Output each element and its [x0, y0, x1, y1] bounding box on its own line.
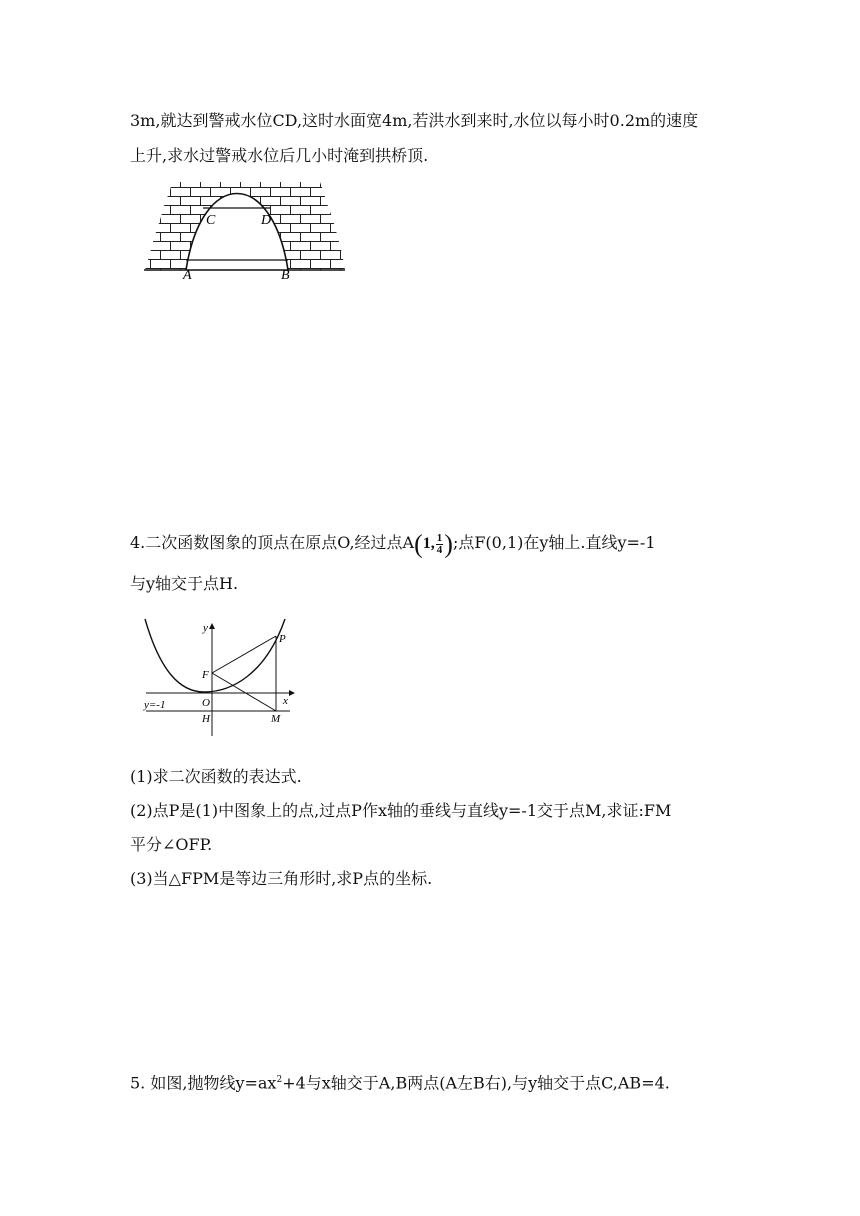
label-y-axis: y [203, 622, 208, 634]
q4-intro-line1 [130, 529, 656, 559]
q4-intro-part1: 4.二次函数图象的顶点在原点O,经过点A [130, 533, 415, 553]
q4-sub1: (1)求二次函数的表达式. [130, 767, 302, 786]
q3-text-line1: 3m,就达到警戒水位CD,这时水面宽4m,若洪水到来时,水位以每小时0.2m的速度 [130, 111, 699, 130]
label-d: D [261, 213, 272, 228]
label-p: P [279, 633, 286, 645]
point-a-coordinates: (1, $\frac{1}{4}$ ) [414, 529, 453, 559]
q4-sub2-line1: (2)点P是(1)中图象上的点,过点P作x轴的垂线与直线y=-1交于点M,求证:FM [130, 801, 672, 820]
label-c: C [206, 213, 216, 228]
label-a: A [183, 268, 192, 280]
brick-wall [140, 178, 350, 278]
label-x-axis: x [283, 695, 288, 707]
q4-intro-line2: 与y轴交于点H. [130, 574, 239, 593]
bridge-figure [140, 178, 350, 280]
parabola-figure [140, 616, 300, 741]
label-line-y-neg1: y=-1 [144, 699, 166, 711]
label-b: B [281, 268, 290, 280]
parabola-curve [145, 619, 285, 692]
segment-fp [212, 636, 276, 673]
q4-sub3: (3)当△FPM是等边三角形时,求P点的坐标. [130, 869, 433, 888]
label-h: H [202, 713, 210, 725]
label-f: F [202, 669, 209, 681]
label-m: M [271, 713, 281, 725]
q4-sub2-line2: 平分∠OFP. [130, 835, 213, 854]
exponent: 2 [276, 1075, 283, 1085]
q5-text: 5. 如图,抛物线$y=ax^2+4$与x轴交于A,B两点(A左B右),与y轴交于点C,AB=4. [130, 1073, 670, 1093]
q4-intro-part2: ;点F(0,1)在y轴上.直线y=-1 [452, 533, 656, 553]
q3-text-line2: 上升,求水过警戒水位后几小时淹到拱桥顶. [130, 146, 429, 165]
label-o: O [202, 697, 210, 709]
